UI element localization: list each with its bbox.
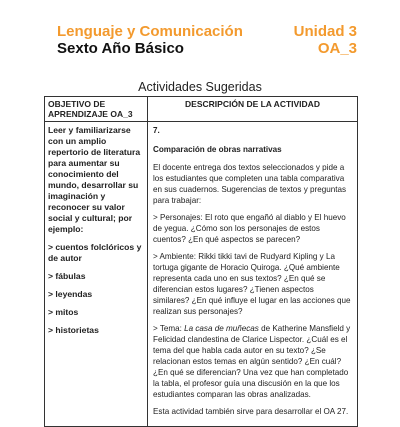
activity-item-ambiente: > Ambiente: Rikki tikki tavi de Rudyard Kipling y La tortuga gigante de Horacio Quiroga. ¿Qué ambiente representa cada uno en sus textos? ¿En qué se diferencian estos lugares? ¿Tienen aspectos similares? ¿En qué influye el lugar en las acciones que realizan sus personajes? — [153, 252, 351, 316]
objective-column-header: OBJETIVO DE APRENDIZAJE OA_3 — [45, 97, 148, 122]
tema-text: de Katherine Mansfield y Felicidad clandestina de Clarice Lispector. ¿Cuál es el tema del que habla cada autor en su texto? ¿Se relacionan estos temas en algún sentido? ¿En cuál? ¿En qué se diferencian? Una vez que han completado la tabla, el profesor guía una discusión en la que los estudiantes comparan las obras analizadas. — [153, 324, 351, 399]
activity-closing: Esta actividad también sirve para desarrollar el OA 27. — [153, 407, 349, 416]
objective-intro: Leer y familiarizarse con un amplio repertorio de literatura para aumentar su conocimiento del mundo, desarrollar su imaginación y reconocer su valor social y cultural; por ejemplo: — [48, 125, 141, 234]
activities-table — [44, 96, 358, 427]
activity-cell — [148, 122, 358, 427]
description-column-header: DESCRIPCIÓN DE LA ACTIVIDAD — [148, 97, 358, 122]
tema-prefix: > Tema: — [153, 324, 185, 333]
activity-intro: El docente entrega dos textos seleccionados y pide a los estudiantes que completen una tabla comparativa en sus cuadernos. Sugerencias de textos y preguntas para trabajar: — [153, 163, 347, 205]
table-header-row — [45, 97, 358, 122]
section-title: Actividades Sugeridas — [138, 80, 262, 94]
tema-book-title: La casa de muñecas — [184, 324, 259, 333]
activity-item-tema — [153, 323, 352, 400]
activity-item-personajes: > Personajes: El roto que engañó al diablo y El huevo de yegua. ¿Cómo son los personajes de estos cuentos? ¿En qué aspectos se parecen? — [153, 213, 346, 244]
objective-item: > fábulas — [48, 271, 86, 281]
page-header — [57, 23, 357, 57]
objective-item: > cuentos folclóricos y de autor — [48, 242, 142, 263]
grade-title: Sexto Año Básico — [57, 40, 184, 57]
objective-item: > historietas — [48, 325, 99, 335]
activity-number: 7. — [153, 126, 160, 135]
objective-item: > leyendas — [48, 289, 93, 299]
activity-title: Comparación de obras narrativas — [153, 145, 282, 154]
objective-cell — [45, 122, 148, 427]
subject-title: Lenguaje y Comunicación — [57, 23, 243, 40]
objective-item: > mitos — [48, 307, 79, 317]
table-row — [45, 122, 358, 427]
objective-code: OA_3 — [317, 40, 357, 57]
unit-label: Unidad 3 — [293, 23, 357, 40]
